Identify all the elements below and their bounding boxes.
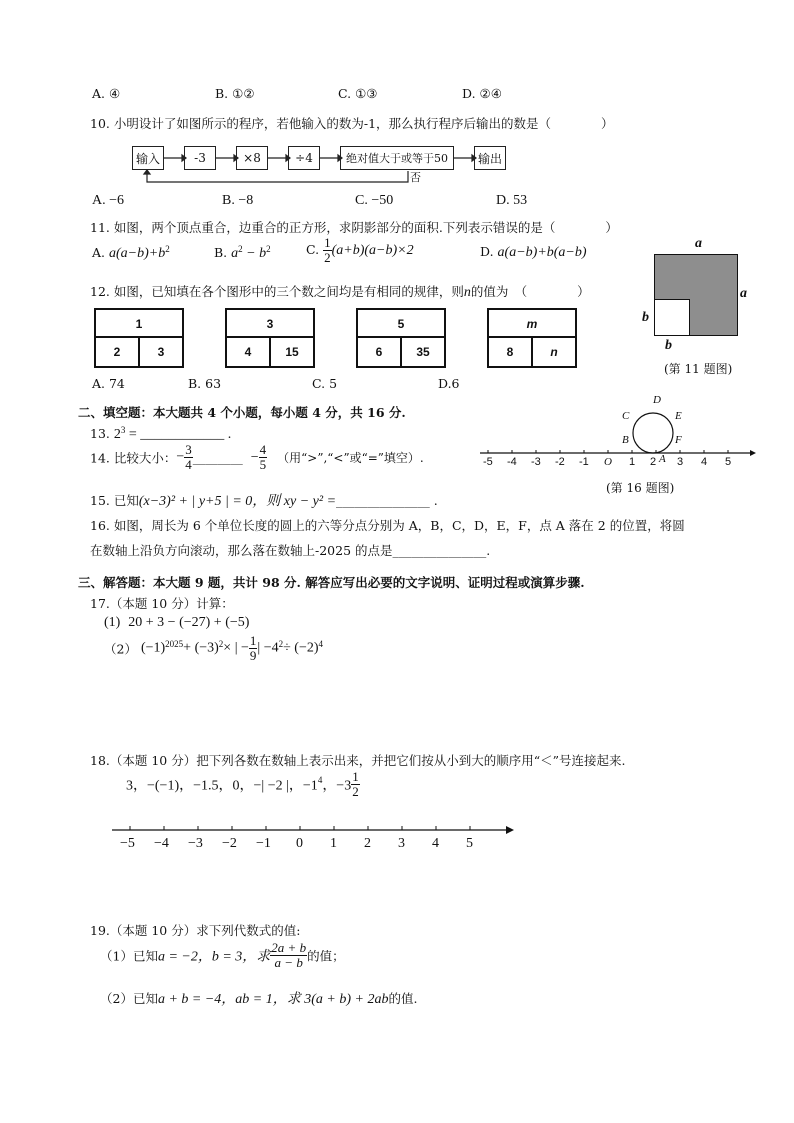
- q14-frac1: [184, 443, 193, 472]
- q16-tick-o: O: [604, 456, 612, 468]
- q14: [90, 443, 424, 472]
- q11-figure: [640, 236, 760, 386]
- box2-top: 3: [266, 317, 274, 331]
- q12-box-2: [225, 308, 315, 368]
- q14-frac2: [259, 443, 268, 472]
- q12-box-1: [94, 308, 184, 368]
- box4-left: 8: [506, 345, 514, 359]
- q10-option-a: A. −6: [92, 193, 125, 208]
- q16-tick-m1: -1: [579, 456, 589, 468]
- q13: [90, 425, 231, 443]
- q11-b-sup1: 2: [238, 244, 243, 254]
- q12-box-3: [356, 308, 446, 368]
- q18-tick-4: 4: [432, 836, 439, 851]
- fig11-b-left: b: [642, 310, 649, 325]
- q19-title: 19.（本题 10 分）求下列代数式的值:: [90, 923, 301, 938]
- q17-part2: [104, 634, 323, 663]
- q11-option-b: [214, 244, 271, 262]
- q16-point-b: B: [622, 434, 629, 446]
- q17-p2-b: + (−3): [183, 640, 219, 656]
- q12-option-b: B. 63: [188, 376, 222, 391]
- q16-point-f: F: [675, 434, 682, 446]
- q16-numberline: [478, 396, 758, 476]
- q16-point-a: A: [659, 453, 666, 465]
- q18-numberline: [110, 818, 520, 858]
- q16-tick-3: 3: [677, 456, 684, 468]
- q16-tick-2: 2: [650, 456, 657, 468]
- q11-option-d: [480, 244, 587, 261]
- q11-c-fraction: [323, 236, 332, 265]
- fig11-a-right: a: [740, 286, 747, 301]
- q17-p1-label: (1): [104, 615, 121, 630]
- flow-div4: ÷4: [288, 146, 320, 170]
- q19-p1-pre: （1）已知: [100, 948, 158, 964]
- q15-end: .: [429, 493, 438, 508]
- flow-times8: ×8: [236, 146, 268, 170]
- box3-top: 5: [397, 317, 405, 331]
- q17-p2-num: 1: [249, 633, 257, 648]
- q18-last-den: 2: [352, 784, 359, 799]
- fig11-small-square: [654, 299, 690, 336]
- q18-last-num: 1: [352, 769, 359, 784]
- q19-p2-cond: a + b = −4，ab = 1，求 3(a + b) + 2ab: [157, 992, 389, 1007]
- q17-p2-d: | −4: [257, 640, 279, 656]
- q14-f2-num: 4: [259, 442, 267, 457]
- q11-option-c: [306, 236, 414, 265]
- q18-tick-0: 0: [296, 836, 303, 851]
- q12-box-4: [487, 308, 577, 368]
- box2-left: 4: [244, 345, 252, 359]
- q16-tick-m5: -5: [483, 456, 493, 468]
- q18-tick-5: 5: [466, 836, 473, 851]
- q14-neg1: −: [176, 449, 185, 465]
- q12-option-c: C. 5: [312, 376, 338, 391]
- q14-f1-den: 4: [185, 457, 192, 472]
- q14-blank: ________: [192, 450, 243, 465]
- q10-flowchart: [132, 146, 512, 186]
- q14-hint: （用“>”,“<”或“=”填空）.: [277, 451, 424, 465]
- q19-p1-den: a − b: [274, 955, 303, 970]
- flow-output: 输出: [474, 146, 506, 170]
- q17-p2-f: 4: [318, 638, 323, 649]
- box1-top: 1: [135, 317, 143, 331]
- q19-p2-pre: （2）已知: [100, 991, 158, 1006]
- q14-neg2: −: [250, 449, 259, 465]
- q17-p2-e: ÷ (−2): [283, 640, 319, 656]
- q19-p2-post: 的值.: [388, 991, 418, 1006]
- q10-option-c: C. −50: [355, 193, 394, 208]
- q19-p1-frac: [270, 941, 307, 970]
- q16-point-d: D: [653, 394, 661, 406]
- q11-stem: 11. 如图，两个顶点重合，边重合的正方形，求阴影部分的面积.下列表示错误的是（ ）: [90, 220, 618, 235]
- q17-p2-a: (−1): [140, 640, 166, 656]
- q17-title: 17.（本题 10 分）计算：: [90, 596, 234, 611]
- q11-b-label: B.: [214, 245, 228, 261]
- q12-stem-var: n: [463, 285, 471, 300]
- box4-right: n: [531, 338, 575, 366]
- q12-option-a: A. 74: [92, 376, 125, 391]
- flow-no-label: 否: [410, 171, 421, 184]
- q14-f1-num: 3: [185, 442, 192, 457]
- q18-tick-m1: −1: [256, 836, 271, 851]
- q16-tick-m2: -2: [555, 456, 565, 468]
- q17-p1-expr: 20 + 3 − (−27) + (−5): [128, 615, 250, 630]
- q12-option-d: D.6: [438, 376, 460, 391]
- flow-arrows: [132, 146, 512, 186]
- q18-tick-m2: −2: [222, 836, 237, 851]
- section2-heading: 二、填空题：本大题共 4 个小题，每小题 4 分，共 16 分.: [78, 405, 406, 420]
- q11-c-num: 1: [324, 235, 331, 250]
- q18-numbers: [126, 770, 360, 799]
- fig11-a-top: a: [695, 236, 702, 251]
- flow-minus3: -3: [184, 146, 216, 170]
- q11-c-math: (a+b)(a−b)×2: [331, 243, 414, 258]
- q18-last-pre: ，−3: [322, 778, 352, 794]
- q16-tick-m3: -3: [531, 456, 541, 468]
- q17-part1: [104, 614, 249, 631]
- box3-right: 35: [400, 338, 444, 366]
- q10-option-b: B. −8: [222, 193, 254, 208]
- q17-p2-sq: 2: [218, 638, 224, 649]
- box4-top: m: [526, 317, 538, 331]
- q17-p2-label: （2）: [104, 641, 137, 657]
- q18-tick-m3: −3: [188, 836, 203, 851]
- q11-b-minus: − b: [242, 246, 267, 262]
- flow-input: 输入: [132, 146, 164, 170]
- q11-d-math: a(a−b)+b(a−b): [497, 245, 587, 260]
- q13-base: 2: [113, 427, 121, 443]
- q18-title: 18.（本题 10 分）把下列各数在数轴上表示出来，并把它们按从小到大的顺序用“＜”号连接起来.: [90, 753, 626, 768]
- box3-left: 6: [375, 345, 383, 359]
- q17-p2-sq2: 2: [278, 638, 284, 649]
- q11-c-den: 2: [324, 250, 331, 265]
- q18-axis: [110, 818, 520, 838]
- q16-figure: [478, 396, 758, 496]
- q11-a-label: A.: [92, 245, 106, 261]
- q12-stem-post: 的值为 （ ）: [470, 284, 590, 299]
- box1-right: 3: [138, 338, 182, 366]
- q16-tick-4: 4: [701, 456, 708, 468]
- q16-tick-m4: -4: [507, 456, 517, 468]
- q15-blank: _______________: [336, 493, 430, 508]
- q11-b-math: a: [231, 246, 239, 262]
- q16-line1: 16. 如图，周长为 6 个单位长度的圆上的六等分点分别为 A，B，C，D，E，F，点 A 落在 2 的位置，将圆: [90, 518, 685, 533]
- q16-tick-1: 1: [629, 456, 636, 468]
- q16-caption: (第 16 题图): [606, 481, 675, 495]
- q18-tick-2: 2: [364, 836, 371, 851]
- q13-label: 13.: [90, 426, 110, 442]
- box1-left: 2: [113, 345, 121, 359]
- q18-tick-1: 1: [330, 836, 337, 851]
- q14-label: 14. 比较大小：: [90, 450, 177, 466]
- q11-a-sup: 2: [165, 244, 170, 254]
- q9-option-c: C. ①③: [338, 86, 378, 101]
- section3-heading: 三、解答题：本大题 9 题，共计 98 分. 解答应写出必要的文字说明、证明过程或演算步骤.: [78, 575, 585, 590]
- q10-stem: 10. 小明设计了如图所示的程序，若他输入的数为-1，那么执行程序后输出的数是（ ）: [90, 116, 614, 131]
- q11-d-label: D.: [480, 244, 494, 259]
- q17-p2-c: × | −: [223, 640, 249, 656]
- q16-point-e: E: [675, 410, 682, 422]
- q19-p1-num: 2a + b: [271, 940, 307, 955]
- q18-tick-m5: −5: [120, 836, 135, 851]
- q16-line2: 在数轴上沿负方向滚动，那么落在数轴上-2025 的点是_______________.: [90, 543, 491, 558]
- q9-option-d: D. ②④: [462, 86, 502, 101]
- q19-p1-cond: a = −2，b = 3，求: [157, 949, 271, 965]
- flow-condition: 绝对值大于或等于50: [340, 146, 454, 170]
- q16-tick-5: 5: [725, 456, 732, 468]
- q11-b-sup2: 2: [266, 244, 271, 254]
- q15-math: (x−3)² + | y+5 | = 0，则 xy − y² =: [138, 494, 337, 509]
- q19-part2: [100, 988, 417, 1008]
- q17-p2-den: 9: [249, 648, 257, 663]
- q16-point-c: C: [622, 410, 630, 422]
- q18-tick-3: 3: [398, 836, 405, 851]
- box2-right: 15: [269, 338, 313, 366]
- q17-p2-exp: 2025: [165, 638, 184, 649]
- q12-stem: [90, 282, 590, 301]
- q19-part1: [100, 941, 345, 970]
- q13-blank: = ____________ .: [125, 427, 232, 443]
- fig11-b-bottom: b: [665, 338, 672, 353]
- q10-option-d: D. 53: [496, 193, 528, 208]
- q12-stem-pre: 12. 如图，已知填在各个图形中的三个数之间均是有相同的规律，则: [90, 284, 464, 299]
- q18-nums: 3，−(−1)，−1.5，0，−| −2 |，−1: [126, 778, 318, 794]
- q13-exp: 3: [120, 425, 126, 435]
- fig11-caption: (第 11 题图): [664, 362, 733, 376]
- q9-option-a: A. ④: [92, 86, 121, 101]
- q11-a-math: a(a−b)+b: [109, 246, 166, 262]
- q18-exp4: 4: [317, 774, 323, 785]
- q15-pre: 15. 已知: [90, 493, 139, 508]
- q19-p1-post: 的值；: [307, 948, 345, 964]
- q18-last-frac: [351, 770, 360, 799]
- q11-c-label: C.: [306, 242, 320, 257]
- q11-option-a: [92, 244, 170, 262]
- q9-option-b: B. ①②: [215, 86, 255, 101]
- q15: [90, 490, 438, 510]
- q18-tick-m4: −4: [154, 836, 169, 851]
- q14-f2-den: 5: [259, 457, 267, 472]
